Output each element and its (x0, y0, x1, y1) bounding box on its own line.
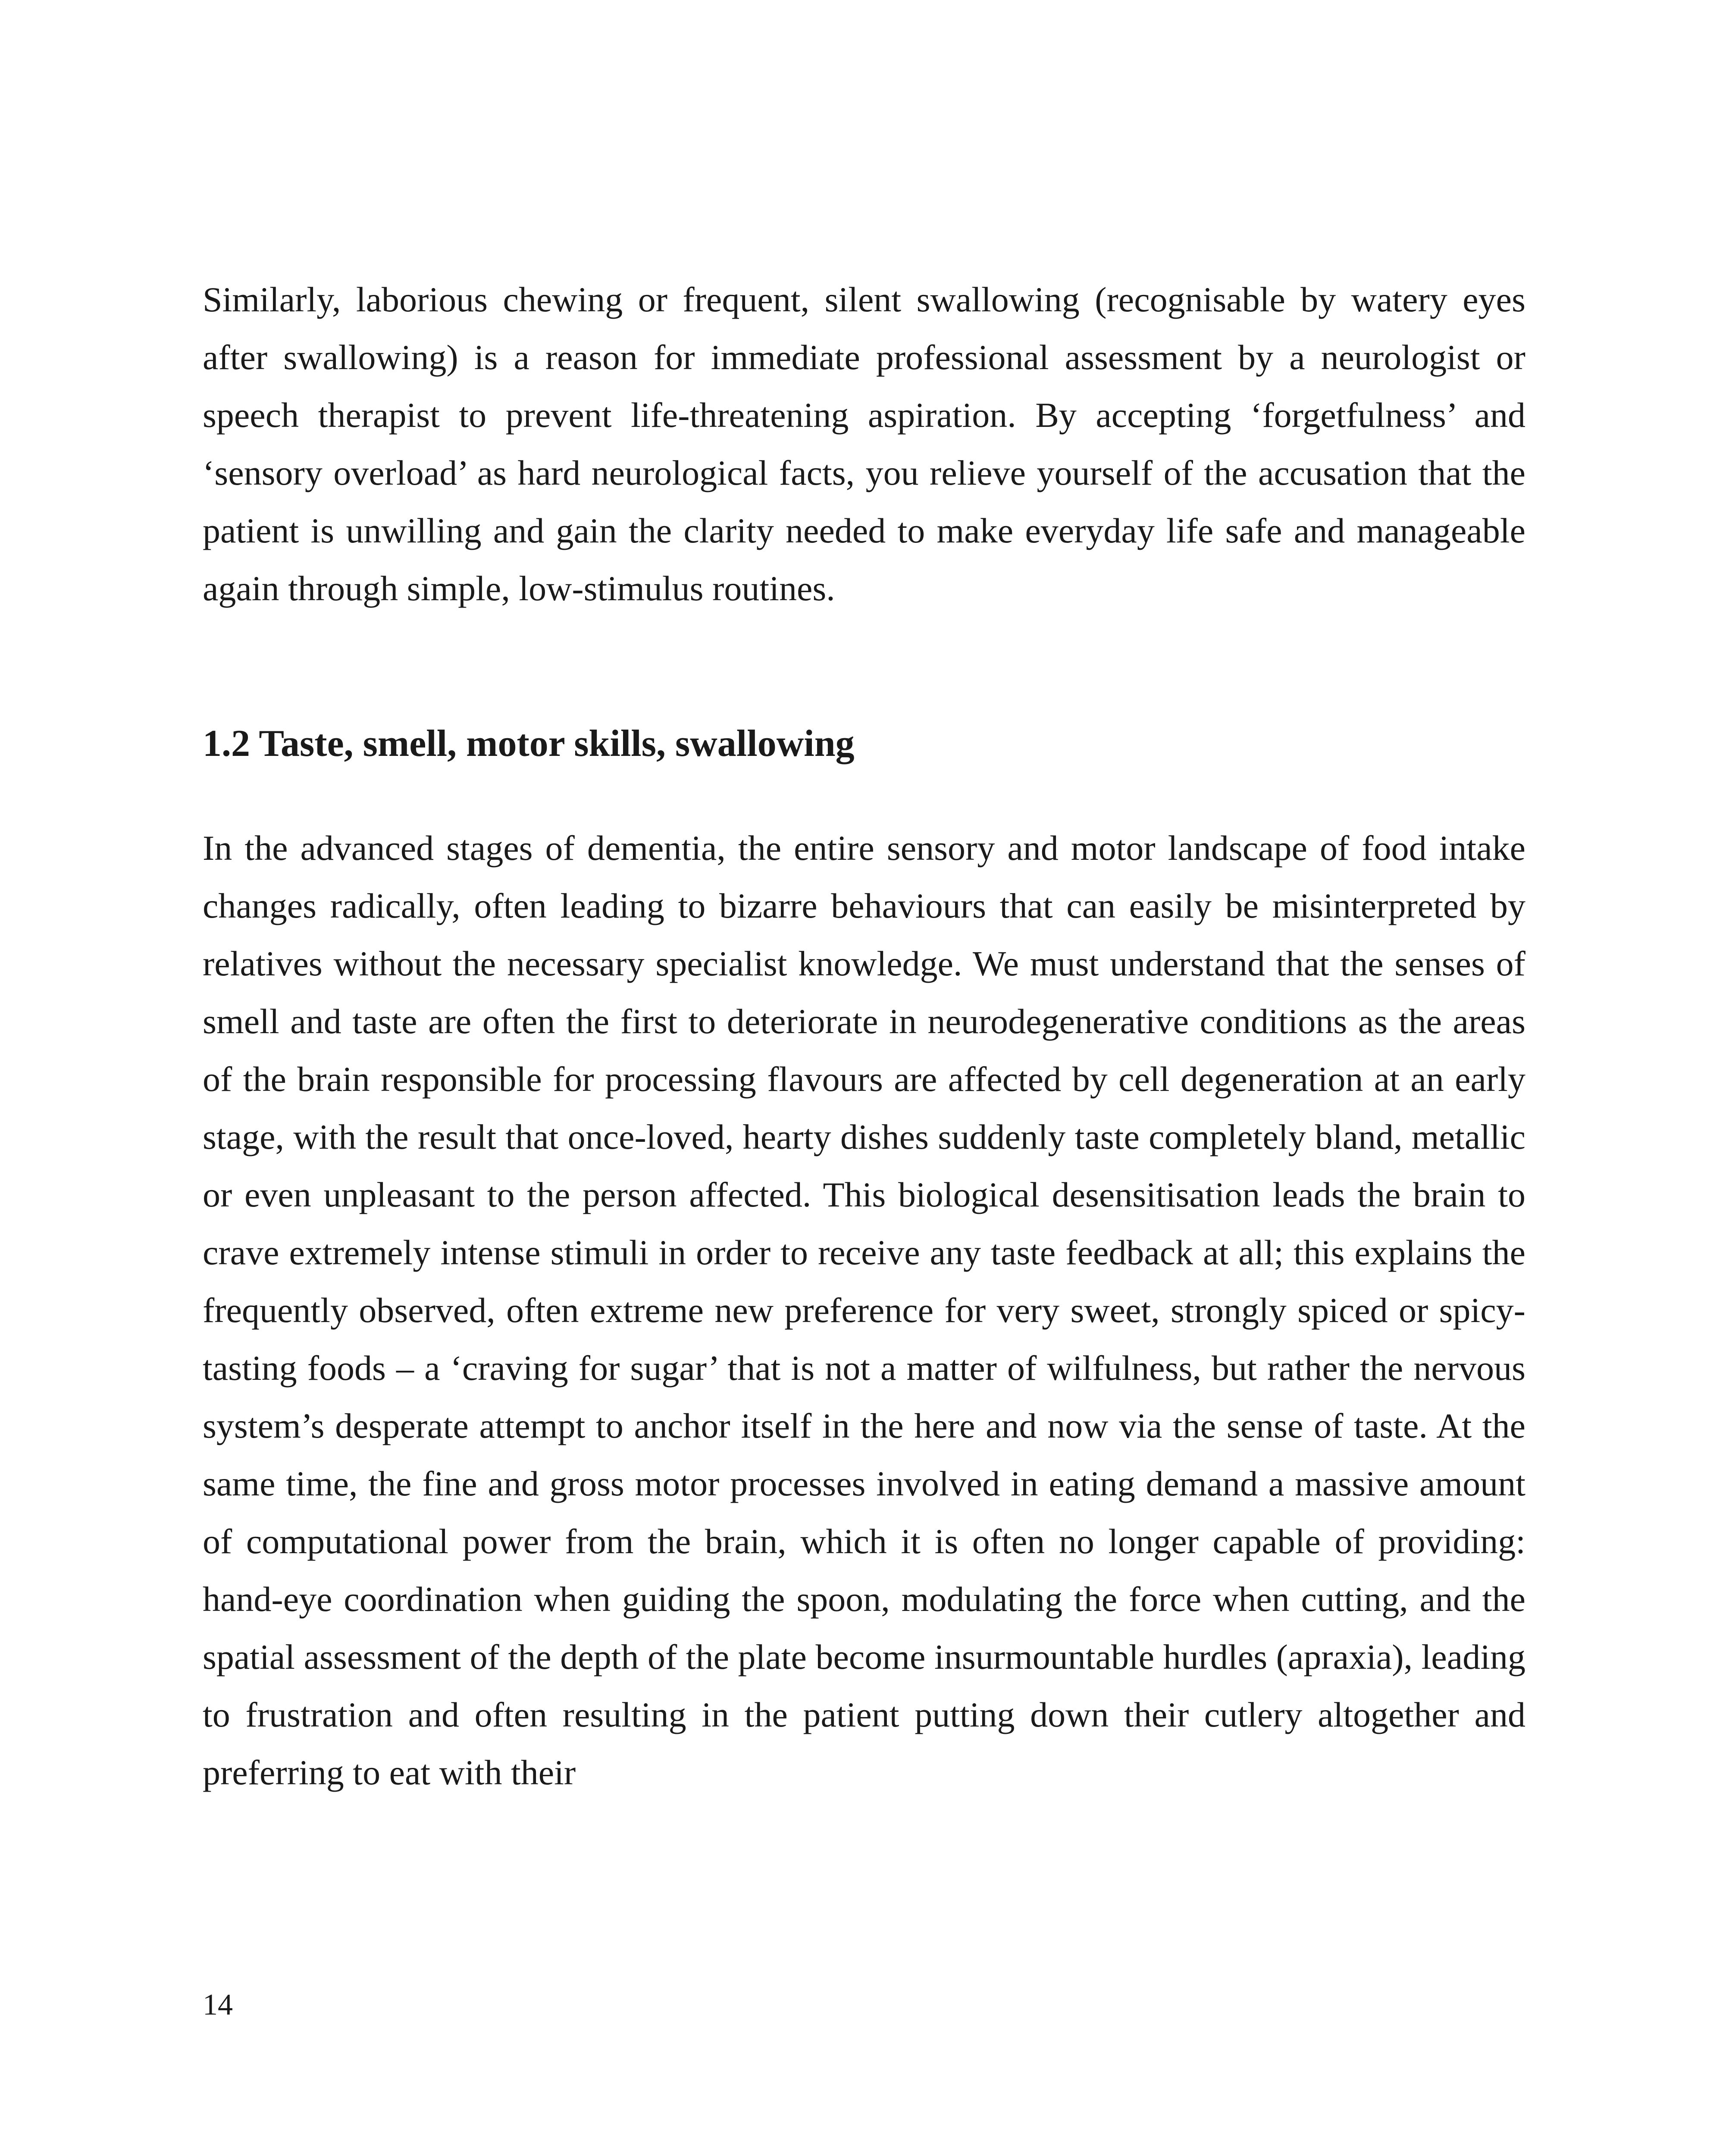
page-number: 14 (203, 1988, 233, 2021)
section-heading: 1.2 Taste, smell, motor skills, swallowing (203, 723, 855, 765)
body-paragraph-2: In the advanced stages of dementia, the entire sensory and motor landscape of food intake changes radically, often leading to bizarre behaviours that can easily be misinterpreted by relatives without the necessary specialist knowledge. We must understand that the senses of smell and taste are often the first to deteriorate in neurodegenerative conditions as the areas of the brain responsible for processing flavours are affected by cell degeneration at an early stage, with the result that once-loved, hearty dishes suddenly taste completely bland, metallic or even unpleasant to the person affected. This biological desensitisation leads the brain to crave extremely intense stimuli in order to receive any taste feedback at all; this explains the frequently observed, often extreme new preference for very sweet, strongly spiced or spicy-tasting foods – a ‘craving for sugar’ that is not a matter of wilfulness, but rather the nervous system’s desperate attempt to anchor itself in the here and now via the sense of taste. At the same time, the fine and gross motor processes involved in eating demand a massive amount of computational power from the brain, which it is often no longer capable of providing: hand-eye coordination when guiding the spoon, modulating the force when cutting, and the spatial assessment of the depth of the plate become insurmountable hurdles (apraxia), leading to frustration and often resulting in the patient putting down their cutlery altogether and preferring to eat with their (203, 828, 1525, 1792)
body-paragraph-1: Similarly, laborious chewing or frequent, silent swallowing (recognisable by watery eyes after swallowing) is a reason for immediate professional assessment by a neurologist or speech therapist to prevent life-threatening aspiration. By accepting ‘forgetfulness’ and ‘sensory overload’ as hard neurological facts, you relieve yourself of the accusation that the patient is unwilling and gain the clarity needed to make everyday life safe and manageable again through simple, low-stimulus routines. (203, 280, 1525, 608)
